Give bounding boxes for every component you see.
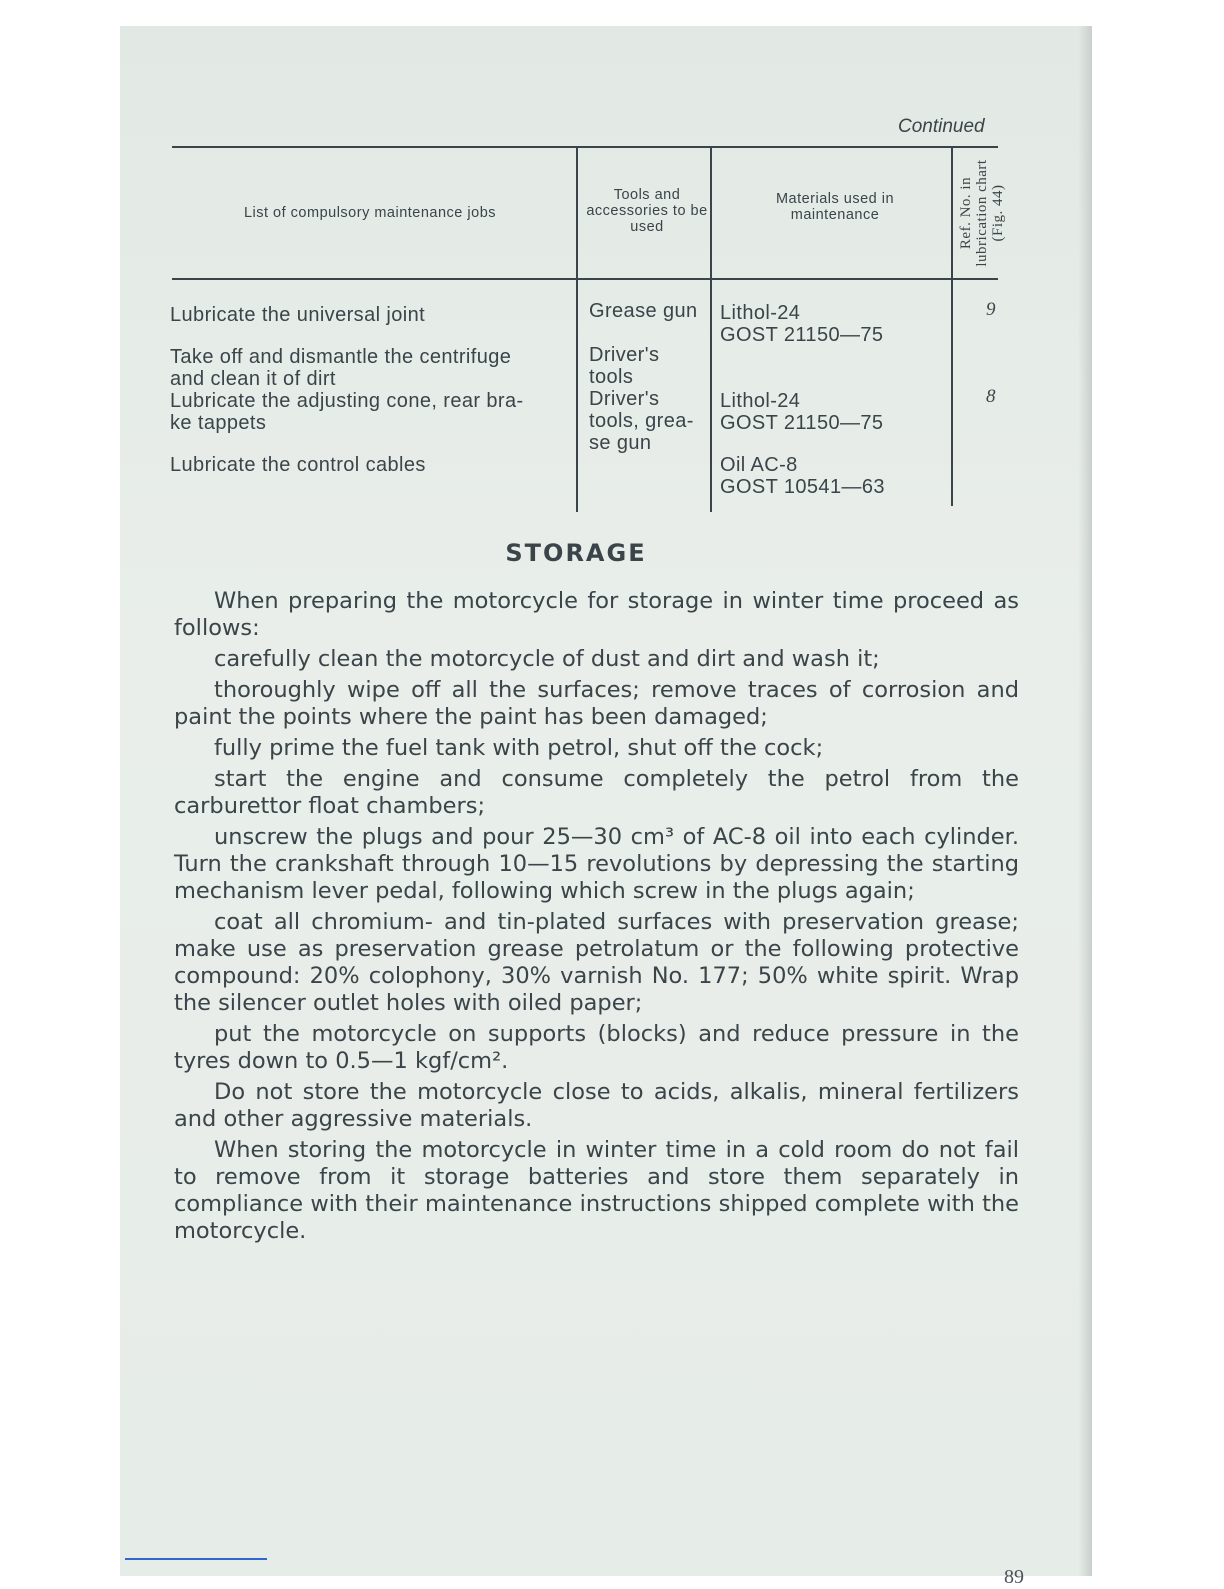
continued-label: Continued <box>898 116 985 137</box>
row3-ref: 8 <box>986 386 996 407</box>
row2-tools-1: Driver's <box>589 344 660 366</box>
paragraph: When storing the motorcycle in winter time in a cold room do not fail to remove from it storage batteries and store them separately in compliance with their maintenance instructions shipped complete with the motorcycle. <box>174 1137 1019 1244</box>
row3-tools-2: tools, grea- <box>589 410 694 432</box>
link-underline <box>125 1558 267 1560</box>
paragraph: carefully clean the motorcycle of dust and dirt and wash it; <box>214 646 880 672</box>
header-jobs: List of compulsory maintenance jobs <box>243 205 497 221</box>
table-header-rule <box>172 278 998 280</box>
header-materials: Materials used in maintenance <box>775 191 895 223</box>
row3-job-1: Lubricate the adjusting cone, rear bra- <box>170 390 524 412</box>
column-divider <box>576 146 578 278</box>
document-page <box>120 26 1092 1588</box>
row1-materials-2: GOST 21150—75 <box>720 324 884 346</box>
row1-tools: Grease gun <box>589 300 698 322</box>
row1-job: Lubricate the universal joint <box>170 304 426 326</box>
row2-job-1: Take off and dismantle the centrifuge <box>170 346 512 368</box>
header-ref-no: Ref. No. in lubrication chart (Fig. 44) <box>958 159 1006 267</box>
column-divider <box>576 280 578 512</box>
column-divider <box>951 280 953 506</box>
row3-tools-3: se gun <box>589 432 652 454</box>
page-number: 89 <box>1004 1566 1024 1588</box>
row3-job-2: ke tappets <box>170 412 267 434</box>
storage-body <box>174 588 1019 1249</box>
row4-job: Lubricate the control cables <box>170 454 426 476</box>
paragraph: fully prime the fuel tank with petrol, shut off the cock; <box>214 735 824 761</box>
row4-materials-1: Oil AC-8 <box>720 454 798 476</box>
paragraph: Do not store the motorcycle close to acids, alkalis, mineral fertilizers and other aggressive materials. <box>174 1079 1019 1132</box>
row2-job-2: and clean it of dirt <box>170 368 336 390</box>
storage-heading: STORAGE <box>505 539 647 567</box>
paragraph: coat all chromium- and tin-plated surfaces with preservation grease; make use as preservation grease petrolatum or the following protective compound: 20% colophony, 30% varnish No. 177; 50% white spirit. Wrap the silencer outlet holes with oiled paper; <box>174 909 1019 1016</box>
column-divider <box>710 280 712 512</box>
paragraph: put the motorcycle on supports (blocks) and reduce pressure in the tyres down to 0.5—1 kgf/cm². <box>174 1021 1019 1074</box>
column-divider <box>710 146 712 278</box>
header-tools: Tools and accessories to be used <box>586 187 708 235</box>
row3-materials-2: GOST 21150—75 <box>720 412 884 434</box>
row3-materials-1: Lithol-24 <box>720 390 801 412</box>
row2-tools-2: tools <box>589 366 634 388</box>
column-divider <box>951 146 953 278</box>
row1-materials-1: Lithol-24 <box>720 302 801 324</box>
paragraph: unscrew the plugs and pour 25—30 cm³ of AC-8 oil into each cylinder. Turn the crankshaft through 10—15 revolutions by depressing the starting mechanism lever pedal, following which screw in the plugs again; <box>174 824 1019 904</box>
paragraph: thoroughly wipe off all the surfaces; remove traces of corrosion and paint the points where the paint has been damaged; <box>174 677 1019 730</box>
paragraph: start the engine and consume completely the petrol from the carburettor float chambers; <box>174 766 1019 819</box>
row3-tools-1: Driver's <box>589 388 660 410</box>
row1-ref: 9 <box>986 299 996 320</box>
table-top-rule <box>172 146 998 148</box>
row4-materials-2: GOST 10541—63 <box>720 476 885 498</box>
paragraph: When preparing the motorcycle for storage in winter time proceed as follows: <box>174 588 1019 641</box>
